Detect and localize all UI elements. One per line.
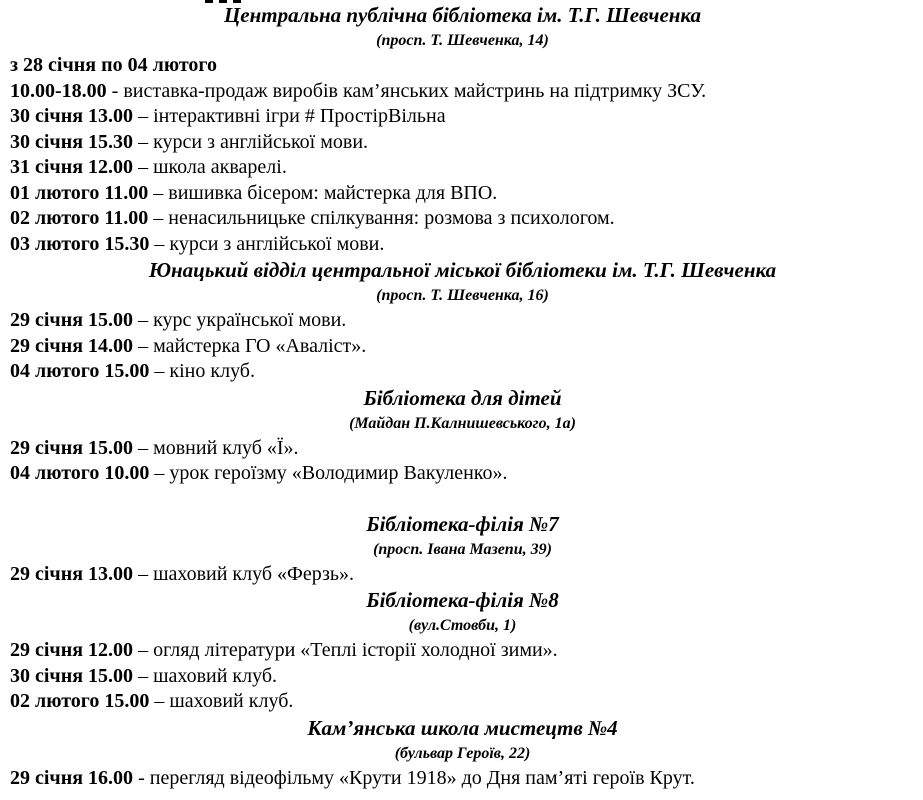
separator: – (133, 436, 154, 459)
event-line (10, 79, 915, 105)
event-line (10, 308, 915, 334)
event-schedule-document (10, 2, 915, 791)
event-date: 31 січня 12.00 (10, 156, 134, 178)
separator: – (149, 690, 170, 712)
event-date: 03 лютого 15.30 (10, 232, 150, 255)
separator: – (133, 334, 154, 357)
event-description: кіно клуб. (169, 360, 255, 382)
separator: – (133, 664, 154, 687)
event-date: 04 лютого 10.00 (10, 462, 150, 484)
event-date: 30 січня 13.00 (10, 105, 134, 127)
separator: - (106, 79, 124, 102)
event-line (10, 181, 915, 207)
library-section (10, 587, 915, 715)
event-date: 29 січня 16.00 (10, 766, 134, 789)
event-description: мовний клуб «Ї». (153, 436, 299, 459)
library-section (10, 385, 915, 487)
event-line (10, 359, 915, 385)
event-line (10, 638, 915, 664)
library-name: Юнацький відділ центральної міської бібліотеки ім. Т.Г. Шевченка (148, 258, 777, 282)
library-address: (просп. Івана Мазепи, 39) (373, 540, 552, 558)
separator: – (133, 156, 154, 178)
event-description: школа акварелі. (153, 156, 287, 178)
event-date: 30 січня 15.00 (10, 664, 134, 687)
library-address: (Майдан П.Калнишевського, 1а) (349, 414, 576, 432)
event-line (10, 104, 915, 130)
event-date: 04 лютого 15.00 (10, 360, 150, 382)
separator: – (148, 207, 169, 229)
blank-line (10, 487, 915, 511)
library-address: (вул.Стовби, 1) (408, 617, 517, 634)
event-description: виставка-продаж виробів кам’янських майстринь на підтримку ЗСУ. (123, 79, 707, 102)
separator: – (149, 462, 170, 484)
event-date: 10.00-18.00 (10, 79, 107, 102)
library-name: Бібліотека для дітей (363, 385, 562, 410)
event-date: 29 січня 12.00 (10, 639, 134, 661)
event-date: 29 січня 15.00 (10, 309, 134, 331)
library-section (10, 2, 915, 257)
library-name: Кам’янська школа мистецтв №4 (307, 715, 618, 740)
event-description: інтерактивні ігри # ПростірВільна (153, 105, 446, 127)
library-address: (просп. Т. Шевченка, 14) (376, 32, 549, 49)
separator: – (133, 562, 154, 585)
event-description: шаховий клуб. (153, 664, 278, 687)
separator: – (149, 360, 170, 382)
event-line (10, 461, 915, 487)
event-line (10, 206, 915, 232)
event-line (10, 130, 915, 156)
event-date: 29 січня 14.00 (10, 334, 134, 357)
separator: – (133, 309, 154, 331)
event-line (10, 766, 915, 792)
event-line (10, 232, 915, 258)
event-date: 02 лютого 15.00 (10, 690, 150, 712)
event-description: перегляд відеофільму «Крути 1918» до Дня пам’яті героїв Крут. (149, 766, 695, 789)
event-line (10, 436, 915, 462)
event-date: 01 лютого 11.00 (10, 181, 149, 204)
event-description: курс української мови. (153, 309, 347, 331)
event-line (10, 53, 915, 79)
separator: – (133, 130, 154, 153)
event-line (10, 664, 915, 690)
library-name: Бібліотека-філія №8 (366, 588, 559, 612)
event-date: 02 лютого 11.00 (10, 207, 149, 229)
separator: – (149, 232, 170, 255)
separator: - (133, 766, 150, 789)
event-line (10, 334, 915, 360)
separator: – (133, 639, 154, 661)
event-description: шаховий клуб. (169, 690, 294, 712)
library-address: (просп. Т. Шевченка, 16) (376, 287, 549, 304)
separator: – (148, 181, 169, 204)
library-section (10, 257, 915, 385)
event-line (10, 155, 915, 181)
event-line (10, 689, 915, 715)
library-name: Центральна публічна бібліотека ім. Т.Г. Шевченка (223, 3, 702, 27)
library-address: (бульвар Героїв, 22) (394, 744, 531, 762)
event-date: 30 січня 15.30 (10, 130, 134, 153)
event-line (10, 562, 915, 588)
event-description: курси з англійської мови. (153, 130, 369, 153)
separator: – (133, 105, 154, 127)
event-description: ненасильницьке спілкування: розмова з психологом. (168, 207, 615, 229)
event-description: курси з англійської мови. (169, 232, 385, 255)
library-section (10, 511, 915, 588)
event-description: вишивка бісером: майстерка для ВПО. (168, 181, 498, 204)
event-date: з 28 січня по 04 лютого (10, 54, 218, 76)
event-date: 29 січня 15.00 (10, 436, 134, 459)
event-date: 29 січня 13.00 (10, 562, 134, 585)
library-section (10, 715, 915, 792)
event-description: майстерка ГО «Аваліст». (153, 334, 367, 357)
event-description: урок героїзму «Володимир Вакуленко». (169, 462, 508, 484)
library-name: Бібліотека-філія №7 (366, 511, 559, 536)
event-description: огляд літератури «Теплі історії холодної зими». (153, 639, 558, 661)
event-description: шаховий клуб «Ферзь». (153, 562, 354, 585)
